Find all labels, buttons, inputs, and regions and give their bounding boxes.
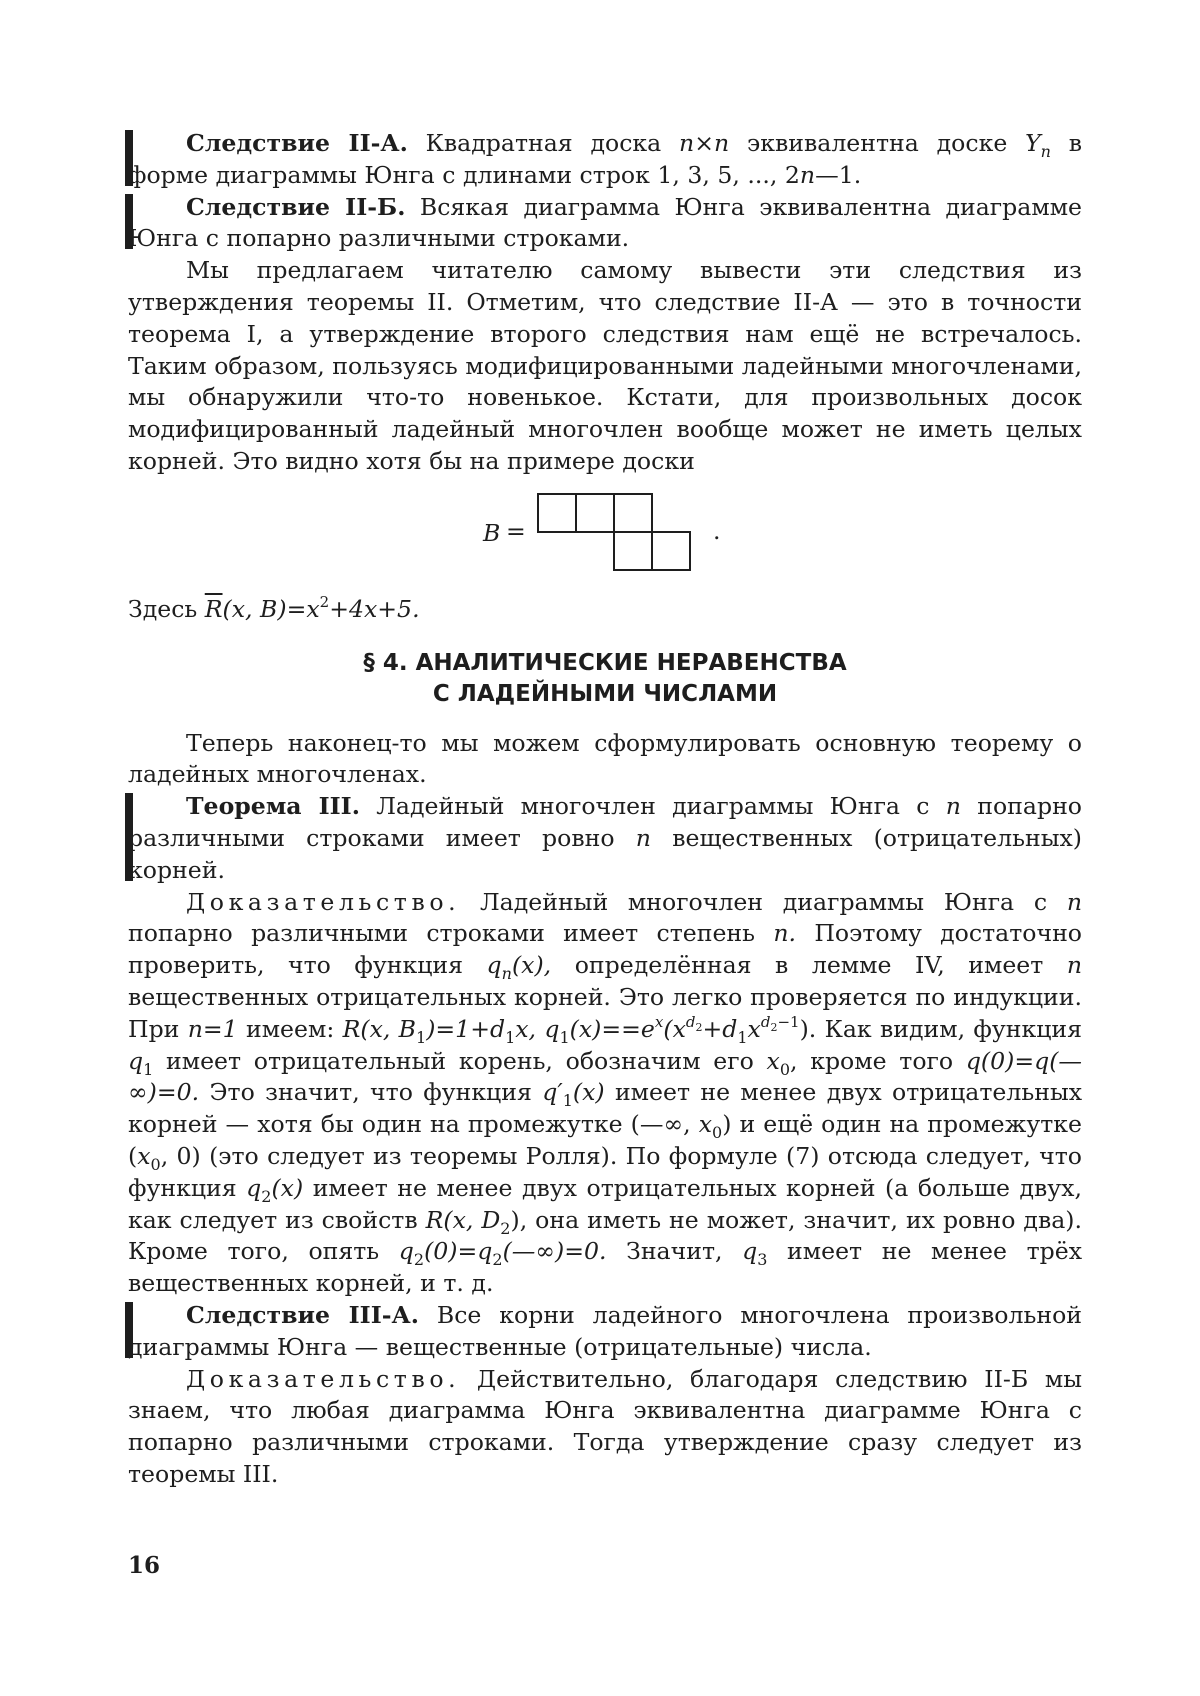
math-var: x xyxy=(137,1142,150,1170)
section-title-line-1: § 4. АНАЛИТИЧЕСКИЕ НЕРАВЕНСТВА xyxy=(363,650,846,676)
math-expr: (x)= xyxy=(570,1015,622,1043)
text: имеет отрицательный корень, обозначим его xyxy=(166,1047,754,1075)
math-expr: (0)=q xyxy=(424,1237,492,1265)
math-expr: R(x, B xyxy=(343,1015,416,1043)
math-sup: 2 xyxy=(320,593,330,611)
section-title-line-2: С ЛАДЕЙНЫМИ ЧИСЛАМИ xyxy=(433,681,777,707)
math-expr: (x, B) xyxy=(223,595,287,623)
math-var: x xyxy=(699,1110,712,1138)
corollary-2b xyxy=(128,192,1082,256)
text: имеем: xyxy=(246,1015,334,1043)
text: Значит, xyxy=(626,1237,722,1265)
math-expr: +4x+5. xyxy=(329,595,419,623)
math-var: n xyxy=(946,792,961,820)
math-sub: 1 xyxy=(416,1028,426,1047)
text: Это значит, что функция xyxy=(210,1078,532,1106)
text: Теперь наконец-то мы можем сформулировать основную теорему о ладейных многочленах. xyxy=(128,729,1082,789)
paragraph xyxy=(128,255,1082,478)
text-column xyxy=(128,128,1082,1491)
text: Поэтому достаточно проверить, что функция xyxy=(128,919,1082,979)
text: определённая в лемме IV, имеет xyxy=(575,951,1044,979)
text: Всякая диаграмма Юнга эквивалентна диаграмме Юнга с попарно различными строками. xyxy=(128,193,1082,253)
math-var: n. xyxy=(773,919,796,947)
math-sub: 2 xyxy=(695,1021,702,1034)
math-expr: n=1 xyxy=(188,1015,238,1043)
text: имеет не менее трёх вещественных корней, и т. д. xyxy=(128,1237,1082,1297)
math-expr: =e xyxy=(621,1015,655,1043)
math-sub: 2 xyxy=(492,1250,502,1269)
math-var: n xyxy=(714,129,729,157)
math-sub: 1 xyxy=(737,1028,747,1047)
text: Квадратная доска xyxy=(426,129,662,157)
board-cell xyxy=(576,494,614,532)
text: , кроме того xyxy=(790,1047,953,1075)
text: эквивалентна доске xyxy=(747,129,1007,157)
math-sup: −1 xyxy=(777,1013,799,1031)
theorem-3 xyxy=(128,791,1082,886)
math-var: q′ xyxy=(542,1078,562,1106)
math-var: q xyxy=(742,1237,757,1265)
math-sup: x xyxy=(655,1013,663,1031)
math-sub: 3 xyxy=(757,1250,767,1269)
text: вещественных (отрицательных) корней. xyxy=(128,824,1082,884)
proof xyxy=(128,1364,1082,1491)
math-sub: 1 xyxy=(143,1060,153,1079)
math-expr: (x) xyxy=(271,1174,303,1202)
math-expr: (x) xyxy=(573,1078,605,1106)
period: . xyxy=(713,516,721,548)
math-var: q xyxy=(246,1174,261,1202)
board-cell xyxy=(652,532,690,570)
section-heading xyxy=(128,648,1082,710)
text: в форме диаграммы Юнга с длинами строк 1, 3, 5, ..., 2 xyxy=(128,129,1082,189)
proof xyxy=(128,887,1082,1300)
formula-line xyxy=(128,594,1082,626)
math-sup: d xyxy=(761,1013,771,1031)
text: Все корни ладейного многочлена произвольной диаграммы Юнга — вещественные (отрицательные) числа. xyxy=(128,1301,1082,1361)
board-label: B xyxy=(483,518,500,550)
math-sub: 0 xyxy=(780,1060,790,1079)
text: Ладейный многочлен диаграммы Юнга с xyxy=(480,888,1047,916)
math-var: n xyxy=(1067,951,1082,979)
math-var: q xyxy=(487,951,502,979)
math-expr: R(x, D xyxy=(426,1206,501,1234)
board-diagram xyxy=(536,492,692,576)
text: ), она иметь не может, значит, их ровно два). Кроме того, опять xyxy=(128,1206,1082,1266)
corollary-2b-label: Следствие II-Б. xyxy=(186,193,405,221)
math-sup: d xyxy=(686,1013,696,1031)
corollary-2a-label: Следствие II-А. xyxy=(186,129,408,157)
board-figure xyxy=(128,486,1082,584)
math-var: Y xyxy=(1025,129,1041,157)
text: Ладейный многочлен диаграммы Юнга с xyxy=(376,792,929,820)
board-cell xyxy=(538,494,576,532)
text: имеет не менее двух отрицательных корней — хотя бы один на промежутке (—∞, xyxy=(128,1078,1082,1138)
math-var: R xyxy=(205,595,223,623)
board-cell xyxy=(614,532,652,570)
math-var: q xyxy=(128,1047,143,1075)
math-expr: q(0)=q(—∞)=0. xyxy=(128,1047,1082,1107)
math-expr: ). xyxy=(800,1015,817,1043)
text: попарно различными строками имеет степень xyxy=(128,919,755,947)
corollary-3a xyxy=(128,1300,1082,1364)
math-var: x xyxy=(767,1047,780,1075)
proof-label: Доказательство. xyxy=(186,888,460,916)
math-op: × xyxy=(694,129,714,157)
theorem-label: Теорема III. xyxy=(186,792,360,820)
proof-label: Доказательство. xyxy=(186,1365,460,1393)
math-sub: n xyxy=(1041,142,1051,161)
math-expr: (—∞)=0. xyxy=(503,1237,607,1265)
page xyxy=(0,0,1200,1696)
math-expr: (x), xyxy=(512,951,551,979)
math-expr: x, xyxy=(515,1015,536,1043)
math-var: n xyxy=(679,129,694,157)
math-var: q xyxy=(399,1237,414,1265)
math-expr: )=1+d xyxy=(426,1015,505,1043)
math-var: n xyxy=(800,161,815,189)
math-sub: 2 xyxy=(414,1250,424,1269)
text: , 0) (это следует из теоремы Ролля). По формуле (7) отсюда следует, что функция xyxy=(128,1142,1082,1202)
board-cell xyxy=(614,494,652,532)
math-sub: 0 xyxy=(712,1123,722,1142)
math-expr: +d xyxy=(702,1015,737,1043)
math-expr: (x xyxy=(663,1015,686,1043)
corollary-2a xyxy=(128,128,1082,192)
math-sub: 0 xyxy=(151,1155,161,1174)
math-sub: 1 xyxy=(505,1028,515,1047)
text: —1. xyxy=(815,161,861,189)
math-sub: 2 xyxy=(770,1021,777,1034)
equals-sign: = xyxy=(506,516,526,548)
math-sub: 2 xyxy=(261,1187,271,1206)
math-sub: 1 xyxy=(559,1028,569,1047)
text: имеет не менее двух отрицательных корней (а больше двух, как следует из свойств xyxy=(128,1174,1082,1234)
math-sub: 1 xyxy=(563,1091,573,1110)
paragraph xyxy=(128,728,1082,792)
math-var: n xyxy=(1067,888,1082,916)
math-sub: 2 xyxy=(500,1219,510,1238)
text: вещественных отрицательных корней. Это легко проверяется по индукции. При xyxy=(128,983,1082,1043)
text: Действительно, благодаря следствию II-Б мы знаем, что любая диаграмма Юнга эквивалентна диаграмме Юнга с попарно различными строками. Тогда утверждение сразу следует из теоремы III. xyxy=(128,1365,1082,1488)
math-var: q xyxy=(544,1015,559,1043)
text: ) и ещё один на промежутке ( xyxy=(128,1110,1082,1170)
text: Здесь xyxy=(128,595,197,623)
math-expr: =x xyxy=(287,595,320,623)
page-number: 16 xyxy=(128,1552,160,1579)
math-var: x xyxy=(748,1015,761,1043)
corollary-3a-label: Следствие III-А. xyxy=(186,1301,419,1329)
math-sub: n xyxy=(502,964,512,983)
math-var: n xyxy=(636,824,651,852)
text: Как видим, функция xyxy=(825,1015,1082,1043)
text: попарно различными строками имеет ровно xyxy=(128,792,1082,852)
text: Мы предлагаем читателю самому вывести эти следствия из утверждения теоремы II. Отметим, что следствие II-А — это в точности теорема I, а утверждение второго следствия нам ещё не встречалось. Таким образом, пользуясь модифицированными ладейными многочленами, мы обнаружили что-то новенькое. Кстати, для произвольных досок модифицированный ладейный многочлен вообще может не иметь целых корней. Это видно хотя бы на примере доски xyxy=(128,256,1082,475)
